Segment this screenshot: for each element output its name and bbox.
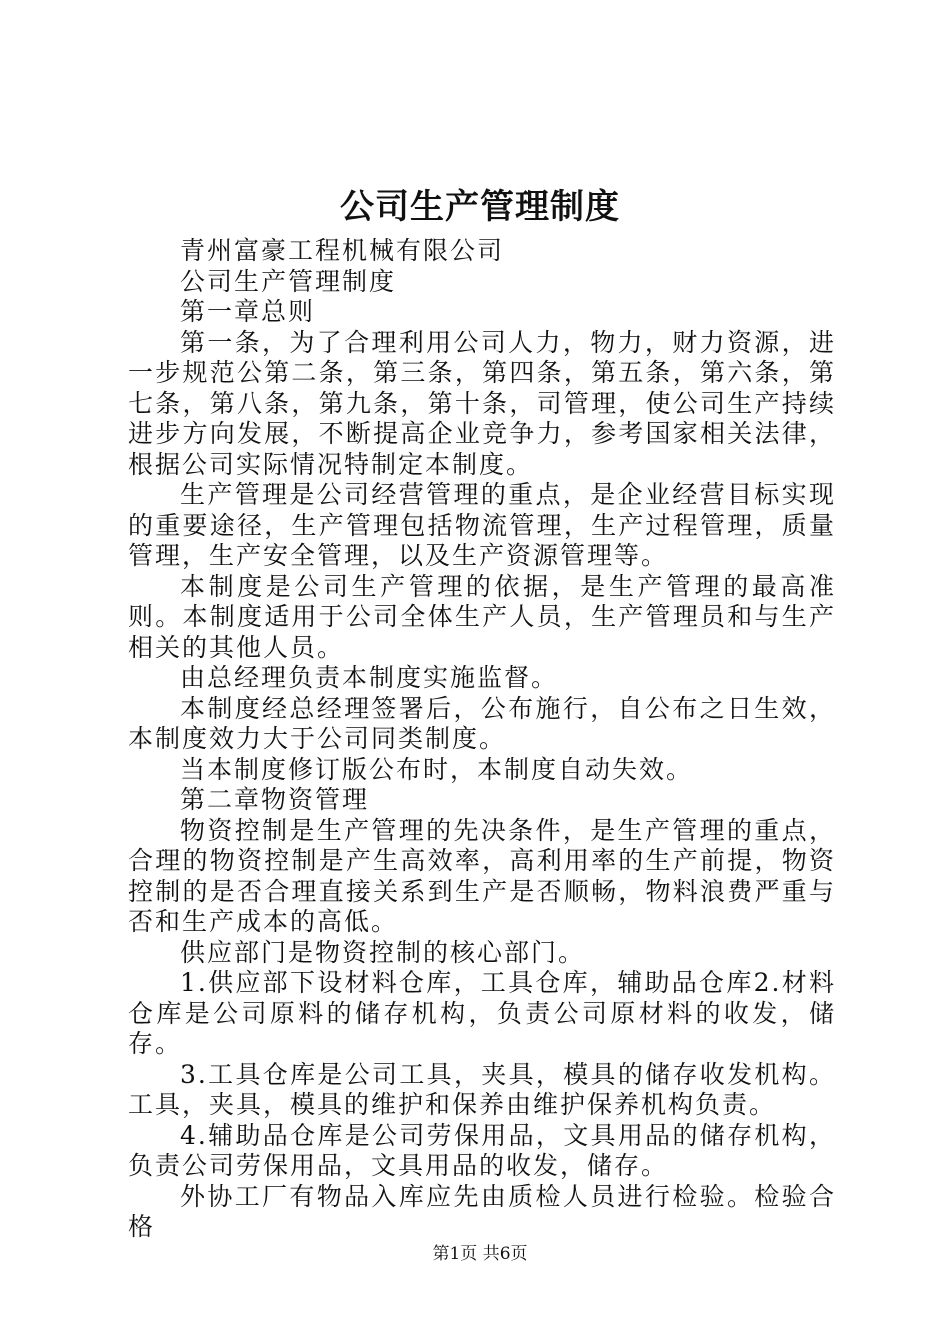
paragraph: 第一条，为了合理利用公司人力，物力，财力资源，进一步规范公第二条，第三条，第四条，第五条，第六条，第七条，第八条，第九条，第十条，司管理，使公司生产持续进步方向发展，不断提高企业竞争力，参考国家相关法律，根据公司实际情况特制定本制度。: [128, 327, 836, 479]
subtitle: 公司生产管理制度: [180, 266, 397, 296]
paragraph: 物资控制是生产管理的先决条件，是生产管理的重点，合理的物资控制是产生高效率，高利用率的生产前提，物资控制的是否合理直接关系到生产是否顺畅，物料浪费严重与否和生产成本的高低。: [128, 815, 836, 936]
paragraph: 外协工厂有物品入库应先由质检人员进行检验。检验合格: [128, 1181, 836, 1241]
paragraph: 4.辅助品仓库是公司劳保用品，文具用品的储存机构，负责公司劳保用品，文具用品的收发，储存。: [128, 1120, 836, 1180]
paragraph: 当本制度修订版公布时，本制度自动失效。: [180, 754, 694, 784]
company-name: 青州富豪工程机械有限公司: [180, 236, 505, 265]
chapter-heading: 第二章物资管理: [180, 785, 370, 814]
paragraph: 供应部门是物资控制的核心部门。: [180, 937, 586, 967]
paragraph: 本制度经总经理签署后，公布施行，自公布之日生效，本制度效力大于公司同类制度。: [128, 693, 836, 753]
document-title: 公司生产管理制度: [340, 187, 620, 227]
paragraph: 由总经理负责本制度实施监督。: [180, 663, 559, 692]
paragraph: 1.供应部下设材料仓库，工具仓库，辅助品仓库2.材料仓库是公司原料的储存机构，负责公司原材料的收发，储存。: [128, 968, 836, 1058]
paragraph: 生产管理是公司经营管理的重点，是企业经营目标实现的重要途径，生产管理包括物流管理，生产过程管理，质量管理，生产安全管理，以及生产资源管理等。: [128, 480, 836, 570]
document-body: [128, 236, 836, 1243]
chapter-heading: 第一章总则: [180, 297, 316, 326]
paragraph: 本制度是公司生产管理的依据，是生产管理的最高准则。本制度适用于公司全体生产人员，生产管理员和与生产相关的其他人员。: [128, 571, 836, 662]
paragraph: 3.工具仓库是公司工具，夹具，模具的储存收发机构。工具，夹具，模具的维护和保养由维护保养机构负责。: [128, 1059, 836, 1119]
page-number: 第1页 共6页: [432, 1244, 528, 1264]
